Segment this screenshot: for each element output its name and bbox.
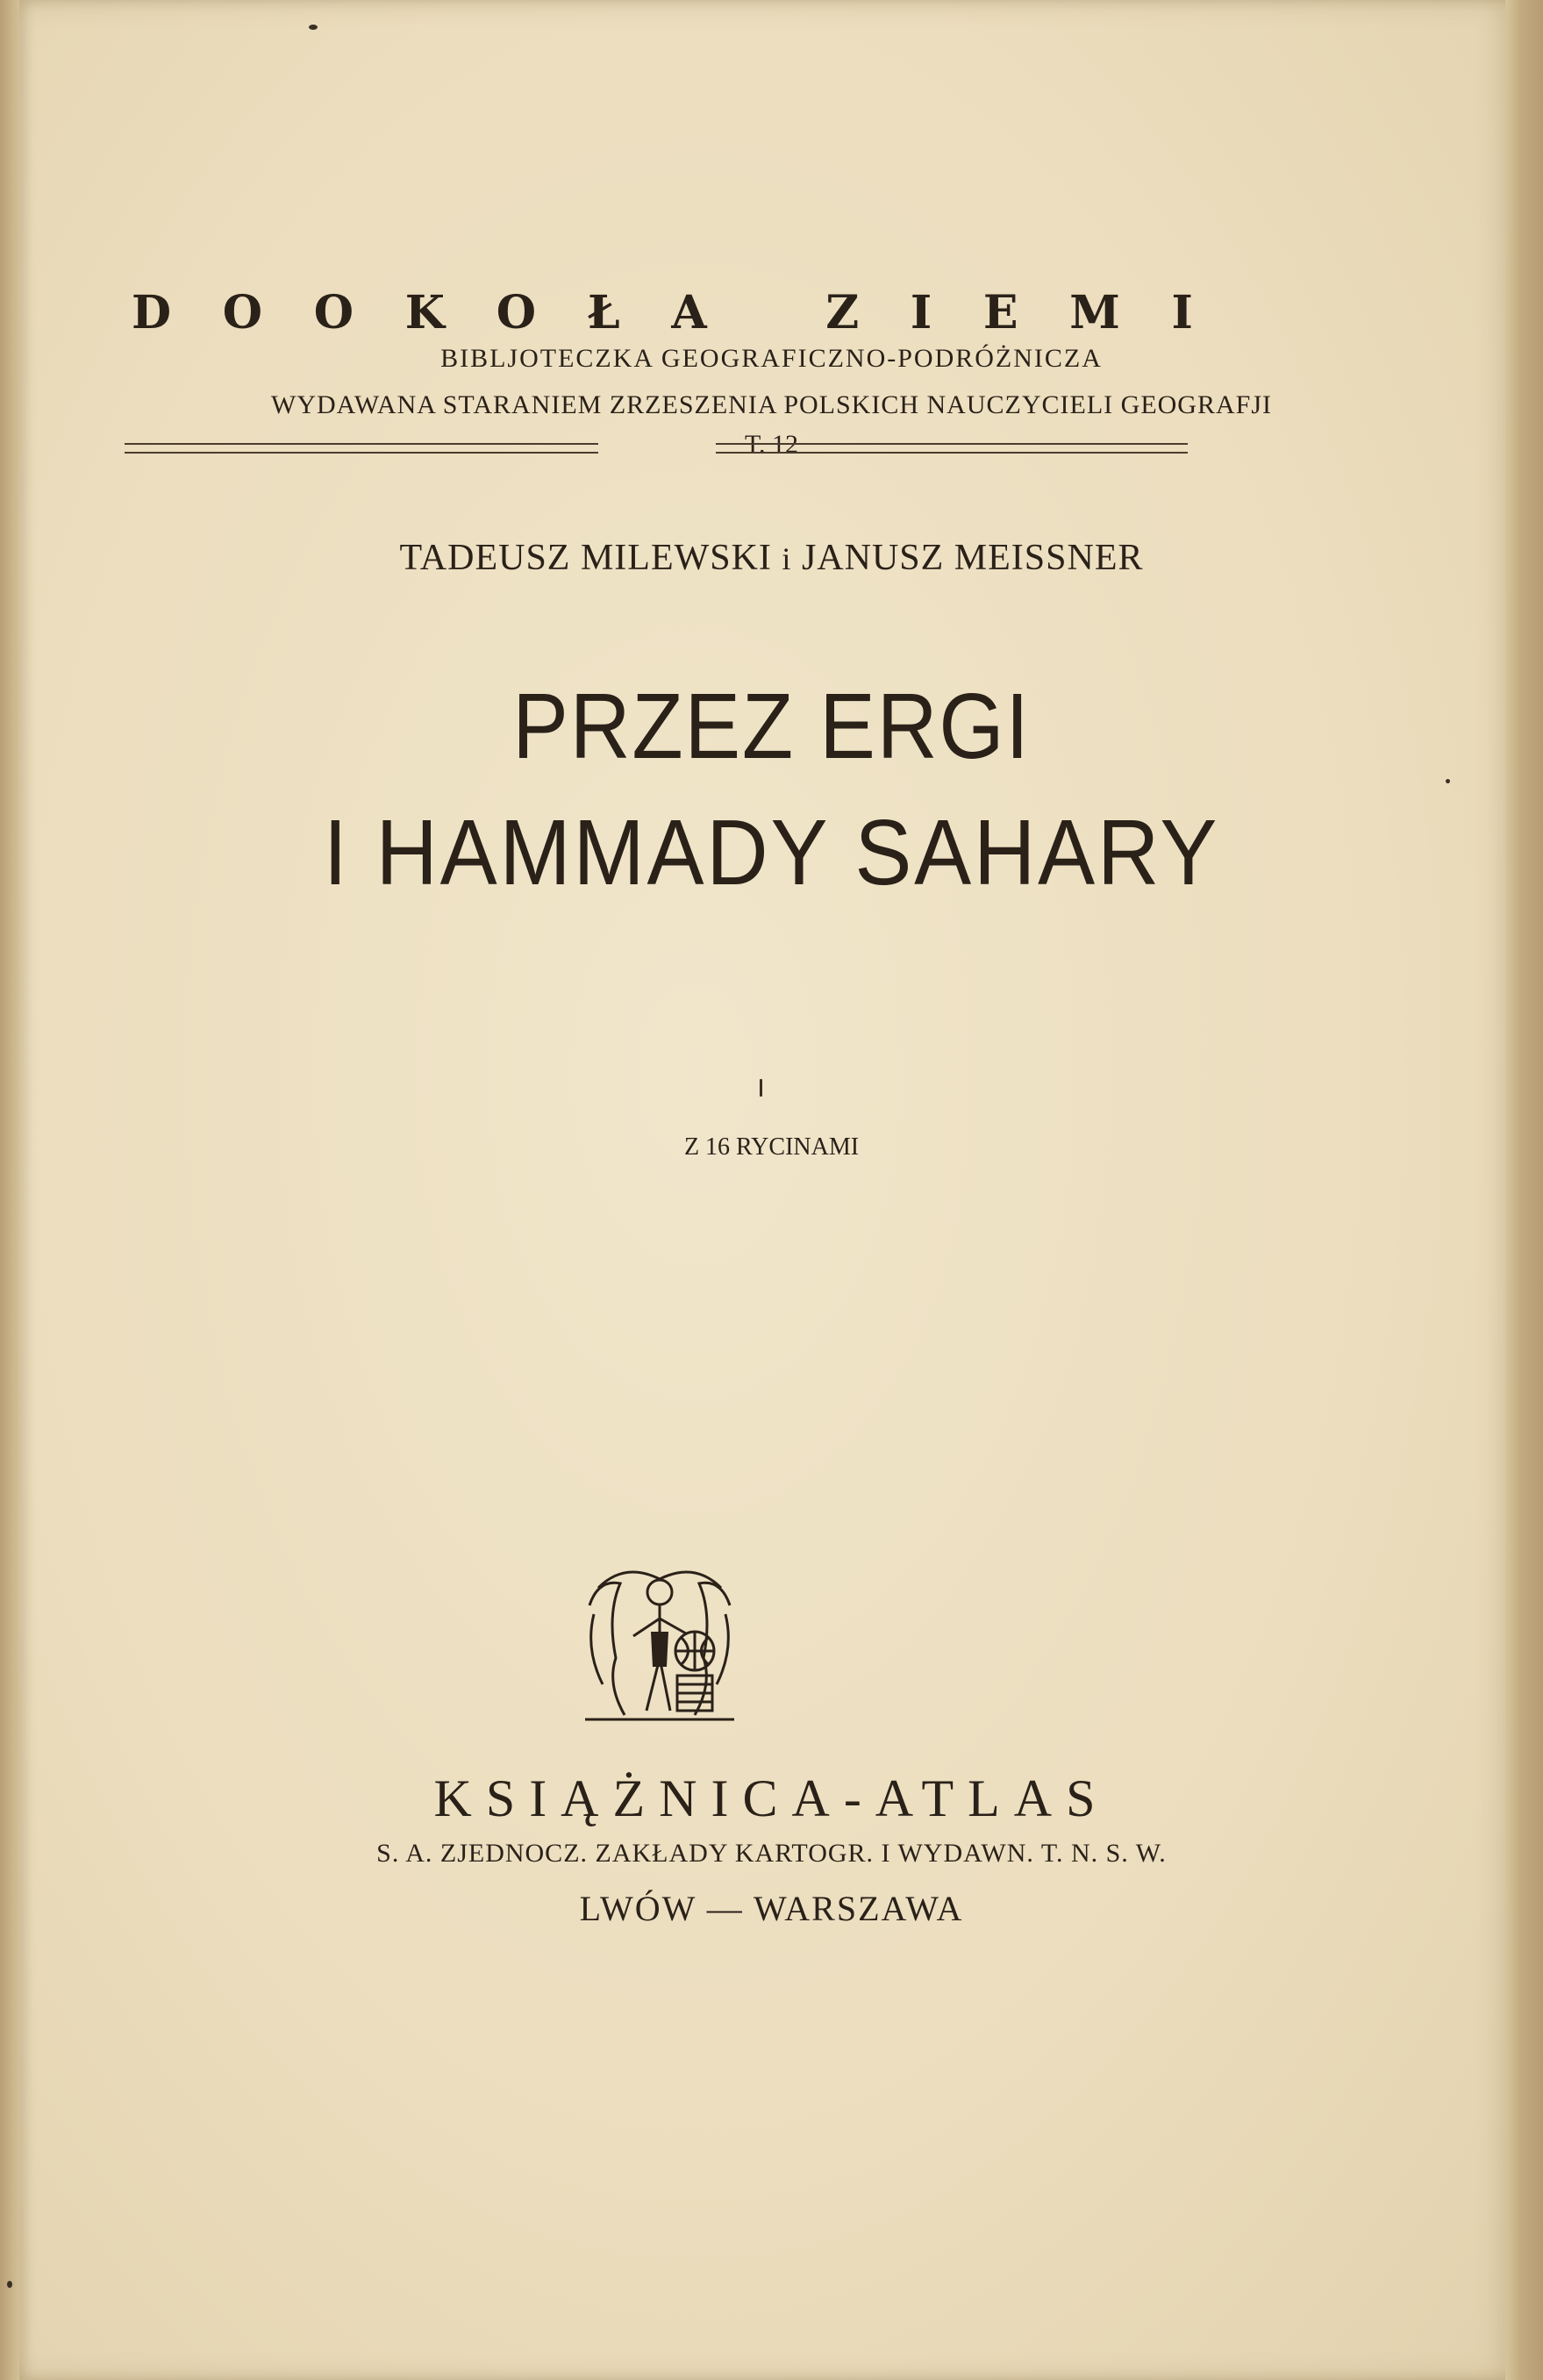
- book-title-line2: I HAMMADY SAHARY: [323, 801, 1220, 904]
- series-title-letter: Z: [825, 286, 860, 339]
- series-title-letter: E: [982, 286, 1018, 339]
- series-title-letter: I: [910, 286, 932, 339]
- publisher-name: KSIĄŻNICA-ATLAS: [433, 1769, 1110, 1827]
- volume-number: T. 12: [744, 430, 799, 459]
- series-title-letter: M: [1069, 286, 1120, 339]
- publisher-emblem-icon: [572, 1553, 747, 1728]
- series-title-letter: [758, 286, 774, 339]
- series-title-letter: K: [404, 286, 445, 339]
- paper-speck: [7, 2281, 12, 2288]
- series-subtitle-line1: BIBLJOTECZKA GEOGRAFICZNO-PODRÓŻNICZA: [440, 344, 1103, 373]
- paper-speck: [760, 1079, 762, 1097]
- series-title-letter: O: [313, 286, 354, 339]
- series-title-letter: O: [496, 286, 536, 339]
- series-title-letter: Ł: [587, 286, 620, 339]
- author-second: JANUSZ MEISSNER: [801, 538, 1144, 578]
- series-title-letter: A: [671, 286, 707, 339]
- publisher-cities: LWÓW — WARSZAWA: [579, 1889, 964, 1928]
- paper-speck: [309, 25, 318, 30]
- double-rule-right: [716, 443, 1188, 454]
- paper-speck: [1446, 779, 1450, 783]
- publisher-details: S. A. ZJEDNOCZ. ZAKŁADY KARTOGR. I WYDAWN. T. N. S. W.: [376, 1839, 1167, 1868]
- series-title-letter: O: [222, 286, 263, 339]
- series-subtitle-line2: WYDAWANA STARANIEM ZRZESZENIA POLSKICH NAUCZYCIELI GEOGRAFJI: [271, 390, 1272, 419]
- book-title-line1: PRZEZ ERGI: [512, 675, 1031, 778]
- author-first: TADEUSZ MILEWSKI: [399, 538, 772, 578]
- series-title-letter: D: [132, 286, 172, 339]
- illustrations-note: Z 16 RYCINAMI: [683, 1133, 860, 1161]
- authors-line: [0, 537, 1543, 579]
- series-title-letter: I: [1171, 286, 1193, 339]
- series-title: [132, 286, 1193, 339]
- author-conjunction: i: [782, 541, 792, 576]
